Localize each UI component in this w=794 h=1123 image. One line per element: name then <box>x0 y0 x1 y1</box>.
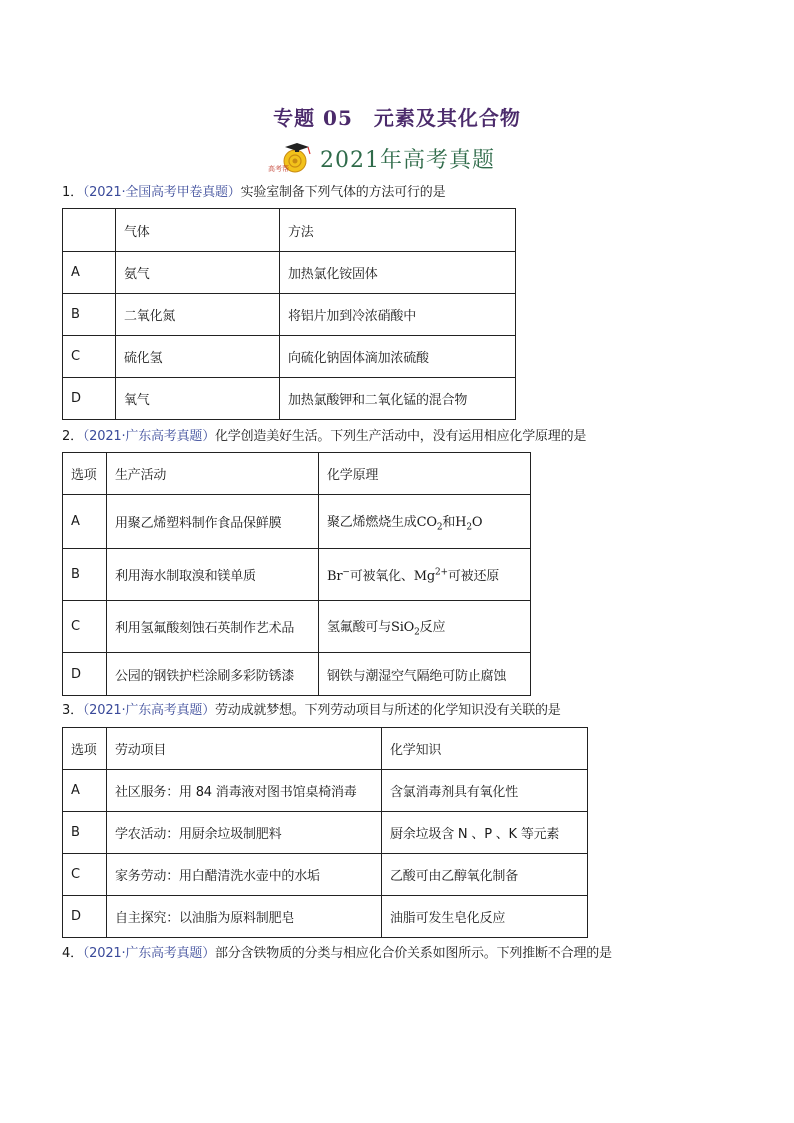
subtitle: 2021年高考真题 <box>320 147 495 173</box>
activity-cell: 利用氢氟酸刻蚀石英制作艺术品 <box>107 601 319 653</box>
option-cell: A <box>63 770 107 812</box>
activity-cell: 公园的钢铁护栏涂刷多彩防锈漆 <box>107 653 319 696</box>
option-cell: C <box>63 336 116 378</box>
principle-cell: 钢铁与潮湿空气隔绝可防止腐蚀 <box>319 653 531 696</box>
labor-item-cell: 自主探究：以油脂为原料制肥皂 <box>107 896 382 938</box>
question-source: （2021·广东高考真题） <box>82 429 215 444</box>
method-cell: 向硫化钠固体滴加浓硫酸 <box>280 336 516 378</box>
question-1-table <box>62 208 516 420</box>
table-header-row <box>63 728 588 770</box>
table-row <box>63 854 588 896</box>
table-header-cell: 化学知识 <box>382 728 588 770</box>
method-cell: 加热氯酸钾和二氧化锰的混合物 <box>280 378 516 420</box>
question-1 <box>62 184 445 202</box>
activity-cell: 用聚乙烯塑料制作食品保鲜膜 <box>107 495 319 549</box>
question-3 <box>62 702 561 720</box>
knowledge-cell: 乙酸可由乙醇氧化制备 <box>382 854 588 896</box>
table-header-cell: 气体 <box>116 209 280 252</box>
question-number: 4． <box>62 946 83 961</box>
knowledge-cell: 油脂可发生皂化反应 <box>382 896 588 938</box>
gas-cell: 氨气 <box>116 252 280 294</box>
table-header-row <box>63 209 516 252</box>
table-header-row <box>63 453 531 495</box>
question-stem: 劳动成就梦想。下列劳动项目与所述的化学知识没有关联的是 <box>215 703 561 718</box>
gas-cell: 硫化氢 <box>116 336 280 378</box>
table-header-cell <box>63 209 116 252</box>
table-row <box>63 336 516 378</box>
subtitle-banner <box>266 140 495 176</box>
table-header-cell: 化学原理 <box>319 453 531 495</box>
method-cell: 加热氯化铵固体 <box>280 252 516 294</box>
table-header-cell: 劳动项目 <box>107 728 382 770</box>
table-row <box>63 252 516 294</box>
option-cell: D <box>63 378 116 420</box>
table-row <box>63 653 531 696</box>
labor-item-cell: 家务劳动：用白醋清洗水壶中的水垢 <box>107 854 382 896</box>
question-source: （2021·广东高考真题） <box>82 703 215 718</box>
table-header-cell: 方法 <box>280 209 516 252</box>
table-row <box>63 770 588 812</box>
labor-item-cell: 社区服务：用 84 消毒液对图书馆桌椅消毒 <box>107 770 382 812</box>
option-cell: A <box>63 252 116 294</box>
table-row <box>63 495 531 549</box>
method-cell: 将铝片加到冷浓硝酸中 <box>280 294 516 336</box>
question-number: 3． <box>62 703 83 718</box>
question-stem: 化学创造美好生活。下列生产活动中，没有运用相应化学原理的是 <box>215 429 587 444</box>
question-source: （2021·广东高考真题） <box>82 946 215 961</box>
labor-item-cell: 学农活动：用厨余垃圾制肥料 <box>107 812 382 854</box>
option-cell: B <box>63 812 107 854</box>
page-title: 专题 05 元素及其化合物 <box>273 106 521 130</box>
table-row <box>63 294 516 336</box>
question-2-table <box>62 452 531 696</box>
option-cell: A <box>63 495 107 549</box>
table-row <box>63 812 588 854</box>
activity-cell: 利用海水制取溴和镁单质 <box>107 549 319 601</box>
table-row <box>63 378 516 420</box>
question-source: （2021·全国高考甲卷真题） <box>82 185 241 200</box>
option-cell: C <box>63 854 107 896</box>
question-2 <box>62 428 586 446</box>
question-number: 1． <box>62 185 83 200</box>
option-cell: D <box>63 896 107 938</box>
gas-cell: 二氧化氮 <box>116 294 280 336</box>
graduation-mascot-logo <box>266 141 316 175</box>
table-header-cell: 选项 <box>63 728 107 770</box>
question-stem: 部分含铁物质的分类与相应化合价关系如图所示。下列推断不合理的是 <box>215 946 612 961</box>
option-cell: D <box>63 653 107 696</box>
knowledge-cell: 厨余垃圾含 N 、P 、K 等元素 <box>382 812 588 854</box>
principle-cell: 氢氟酸可与SiO$_2$反应 <box>319 601 531 653</box>
principle-cell: 聚乙烯燃烧生成$CO_2$和$H_2O$ <box>319 495 531 549</box>
gas-cell: 氧气 <box>116 378 280 420</box>
table-header-cell: 生产活动 <box>107 453 319 495</box>
table-row <box>63 601 531 653</box>
option-cell: C <box>63 601 107 653</box>
option-cell: B <box>63 549 107 601</box>
table-row <box>63 896 588 938</box>
table-row <box>63 549 531 601</box>
table-header-cell: 选项 <box>63 453 107 495</box>
question-number: 2． <box>62 429 83 444</box>
question-4 <box>62 945 612 963</box>
principle-cell: Br−可被氧化、$Mg^{2+}$可被还原 <box>319 549 531 601</box>
logo-lettering: 高考帮 <box>268 165 289 173</box>
question-stem: 实验室制备下列气体的方法可行的是 <box>240 185 446 200</box>
question-3-table <box>62 727 588 938</box>
option-cell: B <box>63 294 116 336</box>
knowledge-cell: 含氯消毒剂具有氧化性 <box>382 770 588 812</box>
